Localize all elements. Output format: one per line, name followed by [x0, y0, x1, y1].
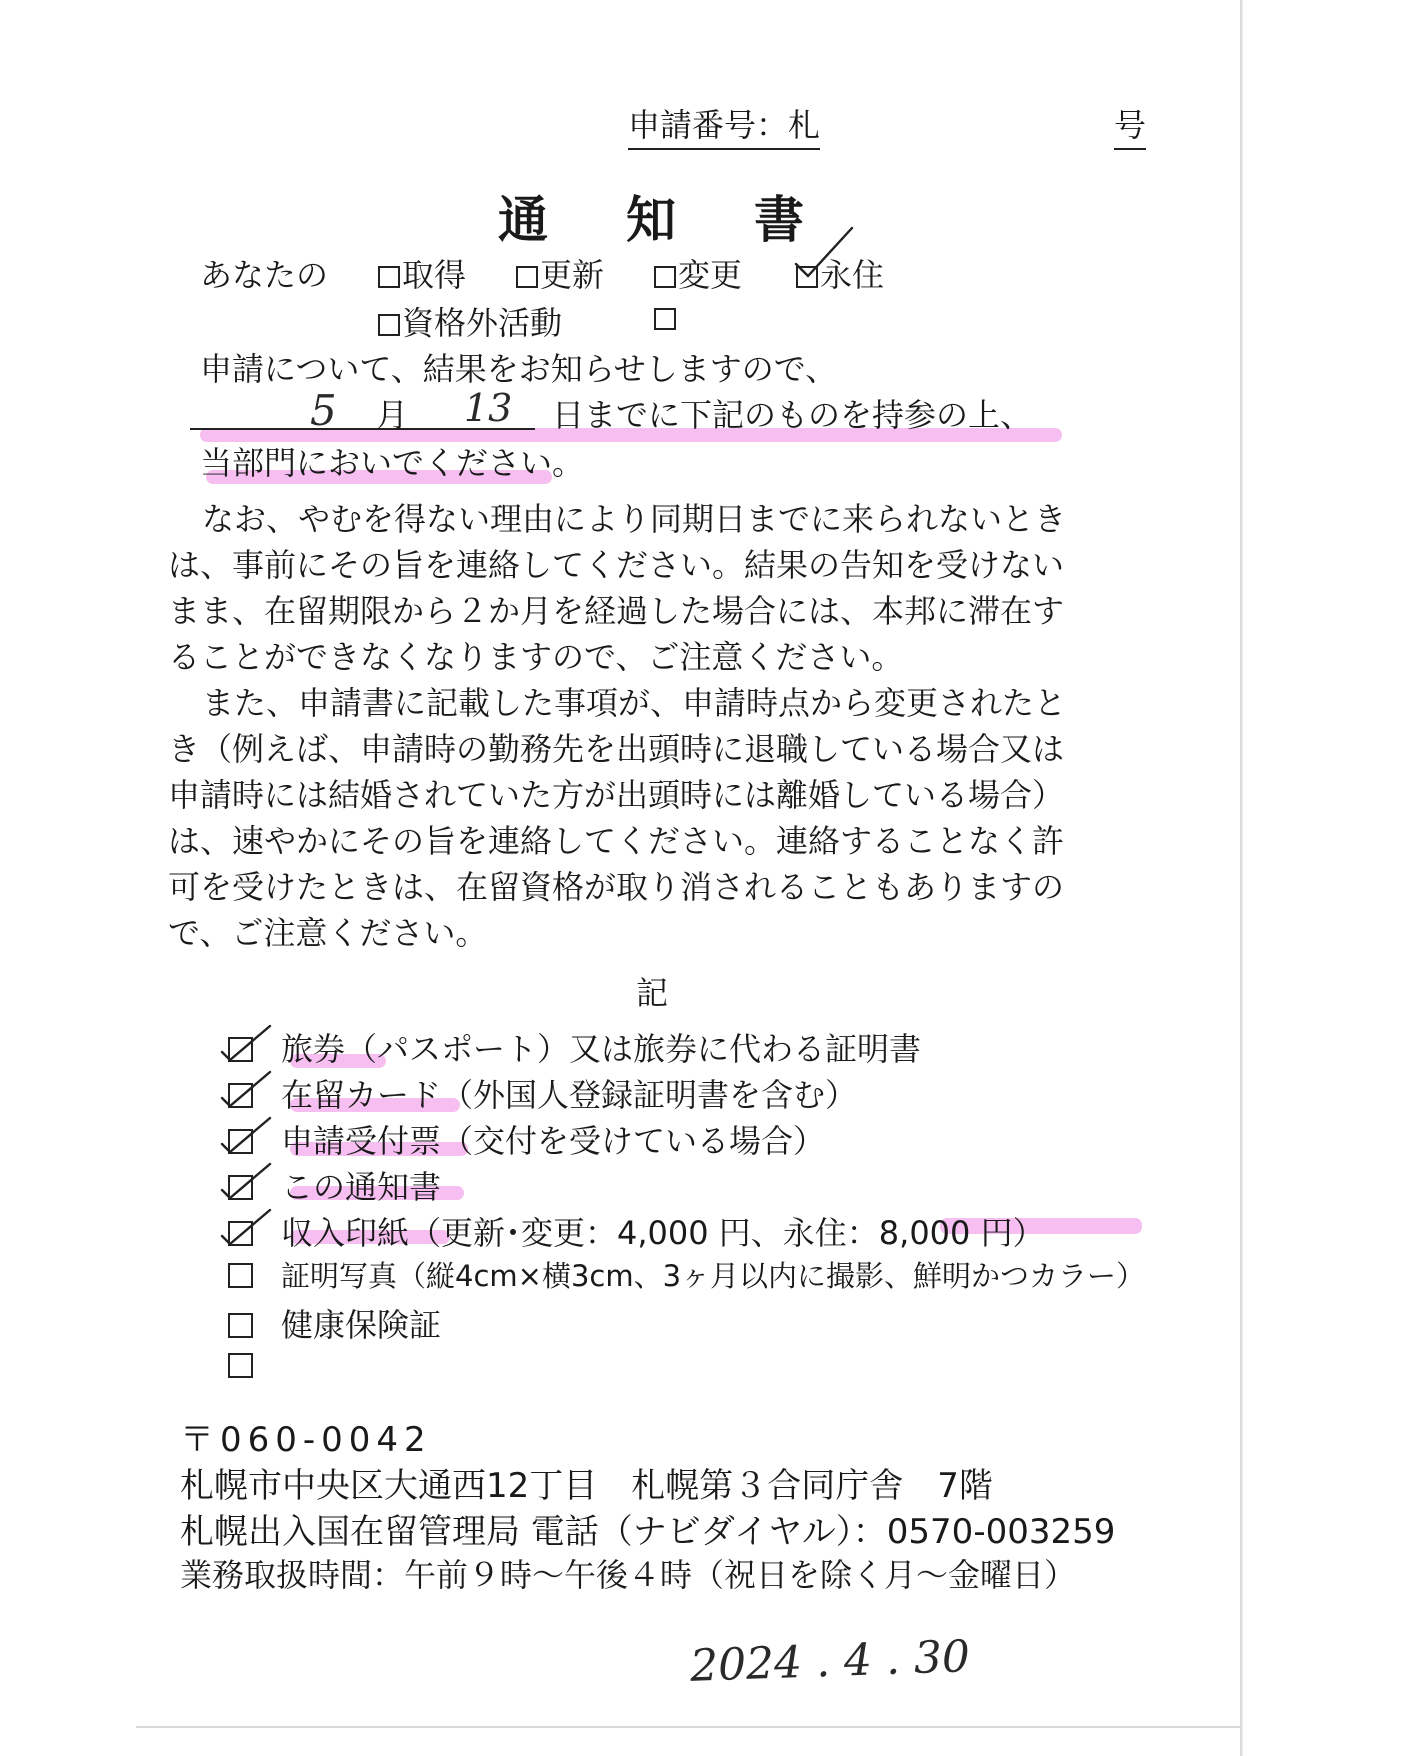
option-acquisition: 取得: [378, 250, 466, 296]
handwritten-day: 13: [464, 386, 513, 430]
intro-lead: あなたの: [200, 256, 329, 294]
checkbox: [228, 1353, 253, 1378]
option-change: 変更: [654, 250, 742, 296]
checkbox: [228, 1263, 253, 1288]
checkbox-checked: [228, 1037, 253, 1062]
checkbox-checked: [796, 266, 818, 288]
checkbox: [228, 1313, 253, 1338]
document-title: 通知書: [498, 191, 882, 249]
paragraph-line: 可を受けたときは、在留資格が取り消されることもありますの: [168, 868, 1065, 906]
handwritten-month: 5: [310, 386, 337, 435]
bottom-scan-line: [136, 1726, 1242, 1728]
option-permanent-residence: 永住: [796, 250, 884, 296]
month-label: 月: [376, 396, 409, 434]
page-edge-shadow: [1240, 0, 1243, 1756]
checkbox: [378, 266, 400, 288]
ki-heading: 記: [636, 974, 669, 1012]
office-hours: 業務取扱時間：午前９時～午後４時（祝日を除く月～金曜日）: [180, 1556, 1077, 1594]
paragraph-line: き（例えば、申請時の勤務先を出頭時に退職している場合又は: [168, 730, 1065, 768]
list-item: 申請受付票（交付を受けている場合）: [228, 1116, 825, 1162]
paragraph-line: で、ご注意ください。: [168, 914, 488, 952]
application-number-suffix: 号: [1114, 100, 1146, 150]
checkbox: [654, 308, 676, 330]
handwritten-date: 2024 . 4 . 30: [689, 1631, 971, 1692]
paragraph-line: は、事前にその旨を連絡してください。結果の告知を受けない: [168, 546, 1065, 584]
paragraph-line: 申請時には結婚されていた方が出頭時には離婚している場合）: [168, 776, 1065, 814]
notice-paragraph-2: [168, 680, 1066, 956]
list-item: この通知書: [228, 1162, 441, 1208]
list-item: 健康保険証: [228, 1300, 441, 1346]
list-item: 旅券（パスポート）又は旅券に代わる証明書: [228, 1024, 921, 1070]
paragraph-line: は、速やかにその旨を連絡してください。連絡することなく許: [168, 822, 1065, 860]
paragraph-line: まま、在留期限から２か月を経過した場合には、本邦に滞在す: [168, 592, 1065, 630]
notice-paragraph-1: [168, 496, 1066, 680]
checkbox-checked: [228, 1175, 253, 1200]
list-item: [228, 1346, 281, 1384]
list-item: 収入印紙（更新･変更：4,000 円、永住：8,000 円）: [228, 1208, 1045, 1254]
intro-line-1: 申請について、結果をお知らせしますので、: [200, 350, 838, 388]
checkbox: [378, 314, 400, 336]
office-phone: 札幌出入国在留管理局 電話（ナビダイヤル）：0570-003259: [180, 1512, 1116, 1552]
checkbox-checked: [228, 1221, 253, 1246]
checkbox-checked: [228, 1083, 253, 1108]
office-address: 札幌市中央区大通西12丁目 札幌第３合同庁舎 7階: [180, 1466, 993, 1506]
paragraph-line: また、申請書に記載した事項が、申請時点から変更されたと: [202, 684, 1067, 722]
option-outside-activity: 資格外活動: [378, 298, 562, 344]
intro-line-3: 当部門においでください。: [200, 444, 585, 482]
list-item: 在留カード（外国人登録証明書を含む）: [228, 1070, 857, 1116]
application-number-label: 申請番号：札: [628, 100, 820, 150]
list-item: 証明写真（縦4cm×横3cm、3ヶ月以内に撮影、鮮明かつカラー）: [228, 1254, 1145, 1295]
option-renewal: 更新: [516, 250, 604, 296]
checkbox-checked: [228, 1129, 253, 1154]
checkbox: [516, 266, 538, 288]
option-blank: [654, 298, 678, 336]
postal-code: 〒060-0042: [180, 1420, 432, 1460]
paragraph-line: なお、やむを得ない理由により同期日までに来られないとき: [202, 500, 1067, 538]
intro-line-2: 日までに下記のものを持参の上、: [552, 396, 1033, 434]
paragraph-line: ることができなくなりますので、ご注意ください。: [168, 638, 904, 676]
checkbox: [654, 266, 676, 288]
